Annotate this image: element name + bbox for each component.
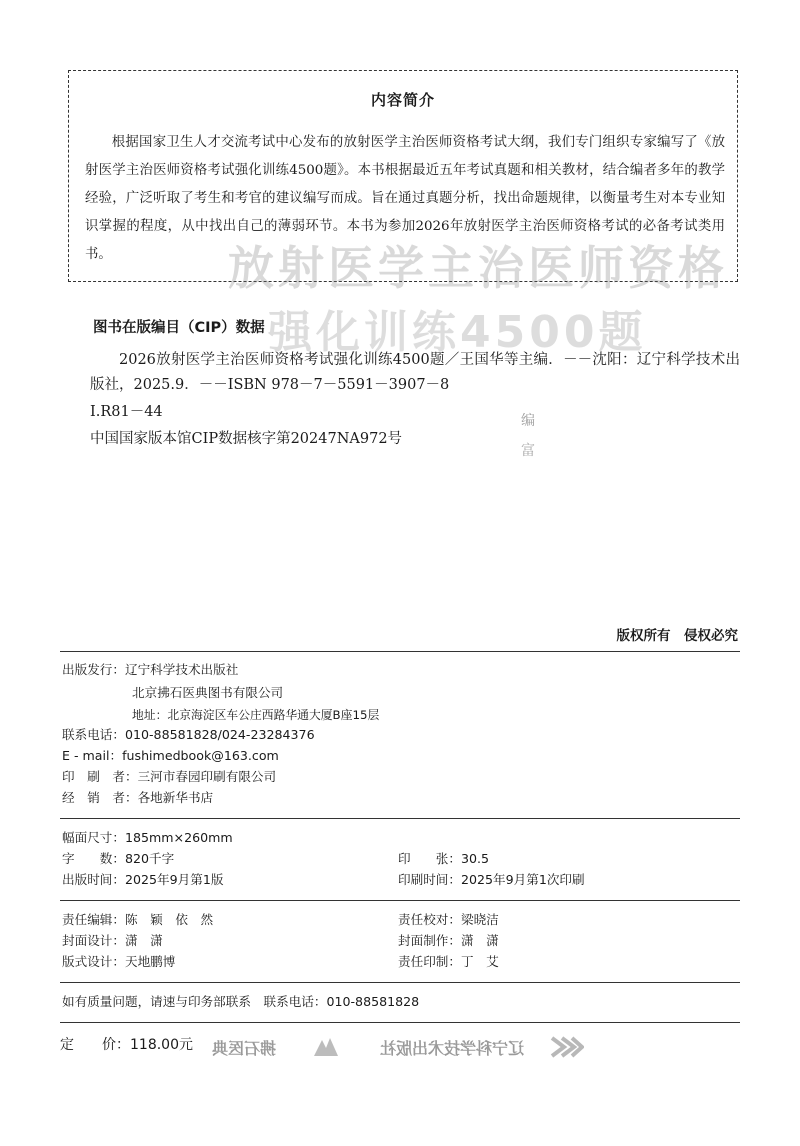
distributor-label: 经 销 者：	[62, 790, 138, 805]
words-label: 字 数：	[62, 851, 125, 866]
sheets-row	[398, 849, 489, 869]
cip-heading: 图书在版编目（CIP）数据	[93, 320, 265, 336]
liaoning-logo: 辽宁科学技术出版社	[380, 1039, 525, 1058]
stray-glyph: 编	[521, 413, 535, 429]
publisher-name-2: 北京拂石医典图书有限公司	[132, 685, 284, 700]
size-row	[62, 828, 233, 848]
pubdate-label: 出版时间：	[62, 872, 125, 887]
editor-row	[62, 910, 213, 930]
divider	[60, 651, 740, 652]
divider	[60, 818, 740, 819]
email-label: E - mail：	[62, 748, 123, 763]
publisher-label: 出版发行：	[62, 662, 125, 677]
fushi-logo: 拂石医典	[212, 1039, 277, 1058]
cover-design-value: 潇 潇	[124, 933, 163, 948]
publisher-row	[62, 660, 238, 680]
editor-label: 责任编辑：	[62, 912, 125, 927]
proof-value: 梁晓洁	[460, 912, 499, 927]
show-through-title: 放射医学主治医师资格	[228, 241, 728, 295]
email-value[interactable]: fushimedbook@163.com	[122, 748, 279, 763]
summary-title: 内容简介	[370, 91, 435, 109]
copyright-notice: 版权所有 侵权必究	[616, 628, 738, 644]
layout-value: 天地鹏博	[124, 954, 176, 969]
layout-label: 版式设计：	[62, 954, 125, 969]
mountain-logo-icon	[312, 1034, 340, 1058]
phone-row	[62, 725, 315, 745]
printer-row	[62, 767, 276, 787]
summary-body: 根据国家卫生人才交流考试中心发布的放射医学主治医师资格考试大纲，我们专门组织专家编写了《放射医学主治医师资格考试强化训练4500题》。本书根据最近五年考试真题和相关教材，结合编者多年的教学经验，广泛听取了考生和考官的建议编写而成。旨在通过真题分析，找出命题规律，以衡量考生对本专业知识掌握的程度，从中找出自己的薄弱环节。本书为参加2026年放射医学主治医师资格考试的必备考试类用书。	[85, 135, 725, 262]
printdate-value: 2025年9月第1次印刷	[460, 872, 585, 887]
words-row	[62, 849, 174, 869]
proof-label: 责任校对：	[398, 912, 461, 927]
stray-glyph: 富	[521, 443, 535, 459]
print-resp-label: 责任印制：	[398, 954, 461, 969]
size-label: 幅面尺寸：	[62, 830, 125, 845]
cip-record-number: 中国国家版本馆CIP数据核字第20247NA972号	[90, 431, 403, 447]
quality-notice: 如有质量问题，请速与印务部联系 联系电话：010-88581828	[62, 994, 420, 1009]
printdate-label: 印刷时间：	[398, 872, 461, 887]
cover-design-label: 封面设计：	[62, 933, 125, 948]
show-through-subtitle: 强化训练4500题	[268, 307, 647, 358]
publisher-name: 辽宁科学技术出版社	[124, 662, 239, 677]
printer-label: 印 刷 者：	[62, 769, 138, 784]
size-value: 185mm×260mm	[124, 830, 233, 845]
editor-value: 陈 颖 依 然	[124, 912, 214, 927]
divider	[60, 900, 740, 901]
print-resp-row	[398, 952, 499, 972]
cover-make-row	[398, 931, 499, 951]
cip-classification: Ⅰ.R81－44	[90, 404, 163, 420]
distributor-value: 各地新华书店	[137, 790, 214, 805]
proof-row	[398, 910, 499, 930]
liaoning-emblem-icon	[548, 1034, 584, 1060]
sheets-value: 30.5	[460, 851, 490, 866]
words-value: 820千字	[124, 851, 175, 866]
distributor-row	[62, 788, 213, 808]
price-label: 定 价：	[60, 1037, 130, 1053]
printdate-row	[398, 870, 585, 890]
phone-label: 联系电话：	[62, 727, 125, 742]
publisher-address: 地址：北京海淀区车公庄西路华通大厦B座15层	[132, 708, 380, 722]
email-row	[62, 746, 279, 766]
cover-design-row	[62, 931, 163, 951]
phone-value: 010-88581828/024-23284376	[124, 727, 315, 742]
printer-value: 三河市春园印刷有限公司	[137, 769, 277, 784]
divider	[60, 982, 740, 983]
sheets-label: 印 张：	[398, 851, 461, 866]
cover-make-value: 潇 潇	[460, 933, 499, 948]
price-row	[60, 1034, 193, 1054]
pubdate-value: 2025年9月第1版	[124, 872, 224, 887]
layout-row	[62, 952, 175, 972]
cip-entry: 2026放射医学主治医师资格考试强化训练4500题／王国华等主编．－－沈阳：辽宁科学技术出版社，2025.9．－－ISBN 978－7－5591－3907－8	[90, 352, 740, 393]
pubdate-row	[62, 870, 223, 890]
divider	[60, 1022, 740, 1023]
print-resp-value: 丁 艾	[460, 954, 499, 969]
cover-make-label: 封面制作：	[398, 933, 461, 948]
price-value: 118.00元	[130, 1037, 193, 1053]
